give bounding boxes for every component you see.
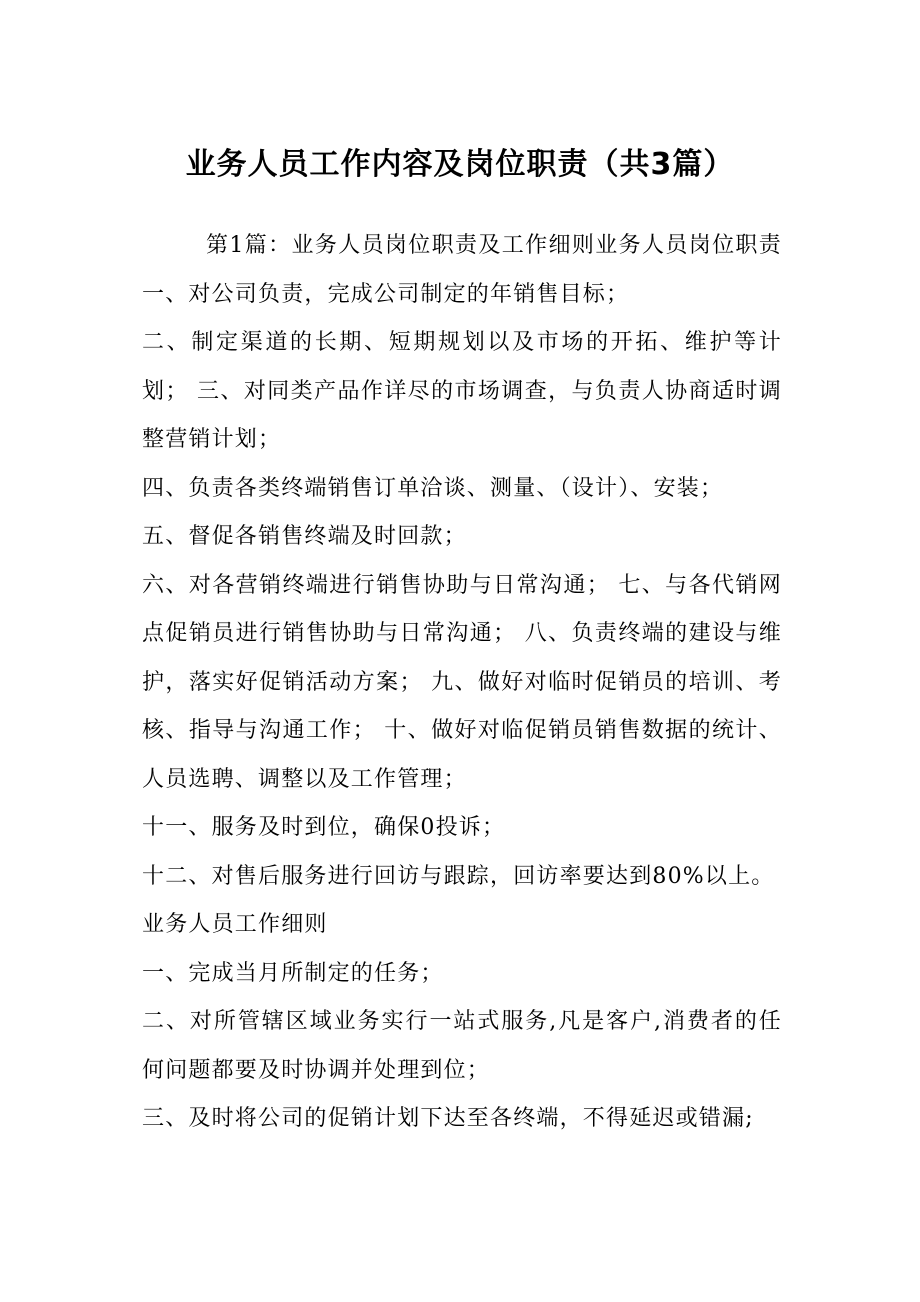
paragraph-11: 三、及时将公司的促销计划下达至各终端，不得延迟或错漏; (142, 1106, 754, 1131)
paragraph-1: 第1篇：业务人员岗位职责及工作细则业务人员岗位职责一、对公司负责，完成公司制定的年销售目标； (142, 233, 782, 307)
paragraph-4: 五、督促各销售终端及时回款； (142, 524, 467, 549)
document-title: 业务人员工作内容及岗位职责（共3篇） (185, 147, 735, 182)
paragraph-6: 十一、服务及时到位，确保0投诉； (142, 815, 506, 840)
paragraph-5: 六、对各营销终端进行销售协助与日常沟通； 七、与各代销网点促销员进行销售协助与日常沟通； 八、负责终端的建设与维护，落实好促销活动方案； 九、做好对临时促销员的培训、考核、指导与沟通工作； 十、做好对临促销员销售数据的统计、人员选聘、调整以及工作管理； (142, 572, 782, 792)
section-heading: 业务人员工作细则 (142, 912, 328, 937)
paragraph-7: 十二、对售后服务进行回访与跟踪，回访率要达到80%以上。 (142, 863, 775, 889)
paragraph-2: 二、制定渠道的长期、短期规划以及市场的开拓、维护等计划； 三、对同类产品作详尽的市场调查，与负责人协商适时调整营销计划； (142, 330, 782, 452)
document-body (142, 222, 782, 1144)
paragraph-3: 四、负责各类终端销售订单洽谈、测量、（设计）、安装； (142, 475, 724, 501)
paragraph-9: 一、完成当月所制定的任务； (142, 960, 444, 986)
paragraph-10: 二、对所管辖区域业务实行一站式服务,凡是客户,消费者的任何问题都要及时协调并处理到位； (142, 1009, 782, 1083)
